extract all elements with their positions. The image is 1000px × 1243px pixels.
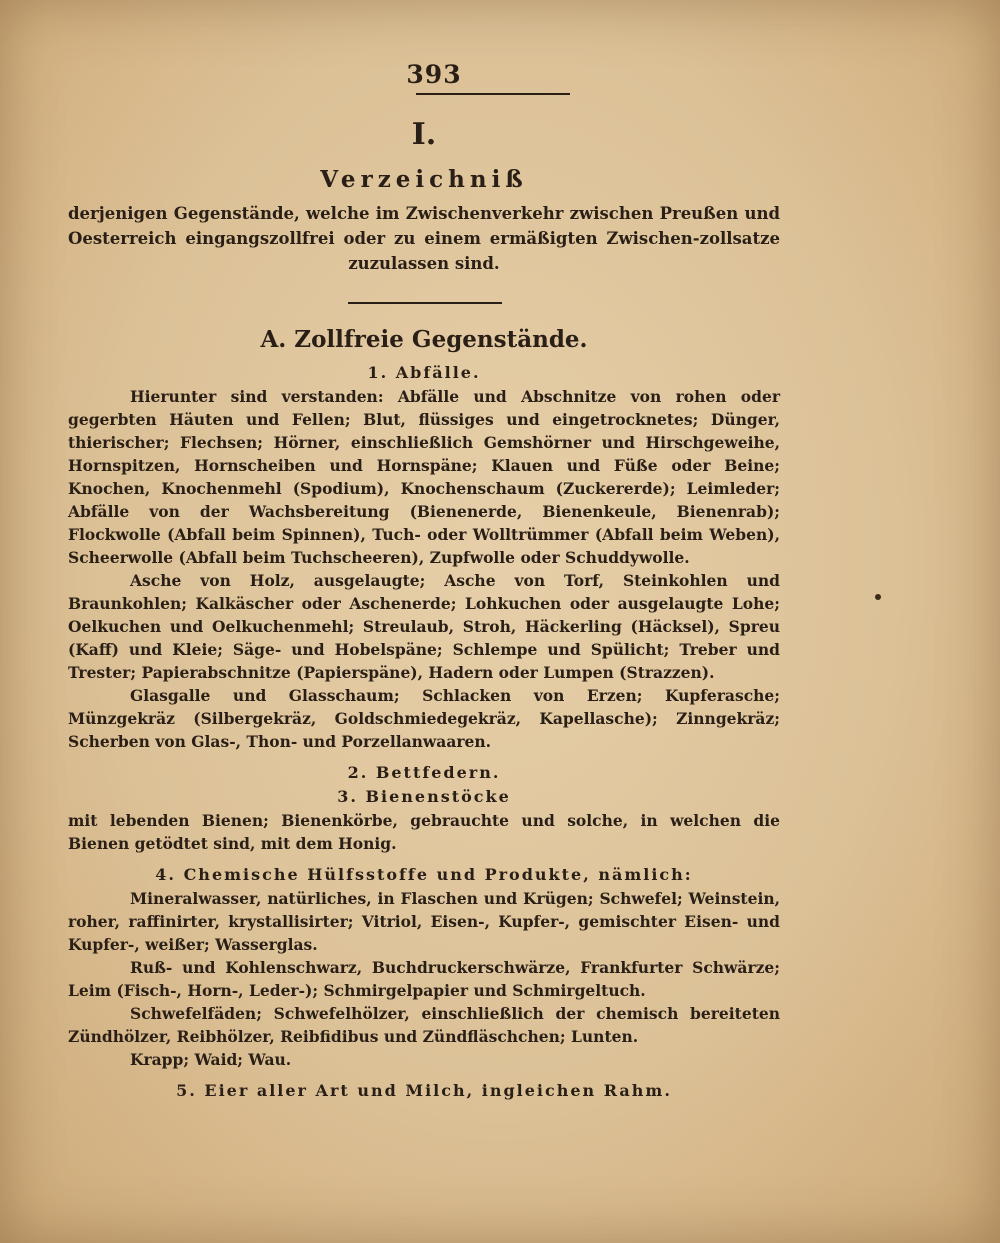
category-heading-2: 2. Bettfedern. [347,763,501,782]
document-subtitle: derjenigen Gegenstände, welche im Zwischenverkehr zwischen Preußen und Oesterreich eingangszollfrei oder zu einem ermäßigten Zwischen-zollsatze zuzulassen sind. [68,204,780,273]
page-number: 393 [406,60,462,89]
paragraph-russ: Ruß- und Kohlenschwarz, Buchdruckerschwärze, Frankfurter Schwärze; Leim (Fisch-, Horn-, Leder-); Schmirgelpapier und Schmirgeltuch. [68,958,780,1000]
paragraph-krapp: Krapp; Waid; Wau. [130,1050,292,1069]
text-column [68,60,780,1103]
header-rule [416,93,570,95]
category-heading-5: 5. Eier aller Art und Milch, ingleichen Rahm. [176,1081,672,1100]
section-heading: A. Zollfreie Gegenstände. [260,326,588,353]
section-roman-numeral: I. [411,117,437,152]
divider-rule [348,302,502,304]
paragraph-glasgalle: Glasgalle und Glasschaum; Schlacken von Erzen; Kupferasche; Münzgekräz (Silbergekräz, Goldschmiedegekräz, Kapellasche); Zinngekräz; Scherben von Glas-, Thon- und Porzellanwaaren. [68,686,780,751]
category-heading-1: 1. Abfälle. [367,363,481,382]
category-heading-3: 3. Bienenstöcke [337,787,511,806]
ink-spot [875,594,881,600]
paragraph-asche: Asche von Holz, ausgelaugte; Asche von Torf, Steinkohlen und Braunkohlen; Kalkäscher oder Aschenerde; Lohkuchen oder ausgelaugte Lohe; Oelkuchen und Oelkuchenmehl; Streulaub, Stroh, Häckerling (Häcksel), Spreu (Kaff) und Kleie; Säge- und Hobelspäne; Schlempe und Spülicht; Treber und Trester; Papierabschnitze (Papierspäne), Hadern oder Lumpen (Strazzen). [68,571,780,682]
paragraph-mineralwasser: Mineralwasser, natürliches, in Flaschen und Krügen; Schwefel; Weinstein, roher, raffinirter, krystallisirter; Vitriol, Eisen-, Kupfer-, gemischter Eisen- und Kupfer-, weißer; Wasserglas. [68,889,780,954]
paragraph-abfaelle: Hierunter sind verstanden: Abfälle und Abschnitze von rohen oder gegerbten Häuten und Fellen; Blut, flüssiges und eingetrocknetes; Dünger, thierischer; Flechsen; Hörner, einschließlich Gemshörner und Hirschgeweihe, Hornspitzen, Hornscheiben und Hornspäne; Klauen und Füße oder Beine; Knochen, Knochenmehl (Spodium), Knochenschaum (Zuckererde); Leimleder; Abfälle von der Wachsbereitung (Bienenerde, Bienenkeule, Bienenrab); Flockwolle (Abfall beim Spinnen), Tuch- oder Wolltrümmer (Abfall beim Weben), Scheerwolle (Abfall beim Tuchscheeren), Zupfwolle oder Schuddywolle. [68,387,780,567]
document-title: Verzeichniß [320,166,528,193]
category-heading-4: 4. Chemische Hülfsstoffe und Produkte, nämlich: [155,865,693,884]
paragraph-schwefel: Schwefelfäden; Schwefelhölzer, einschließlich der chemisch bereiteten Zündhölzer, Reibhölzer, Reibfidibus und Zündfläschchen; Lunten. [68,1004,780,1046]
paragraph-bienen: mit lebenden Bienen; Bienenkörbe, gebrauchte und solche, in welchen die Bienen getödtet sind, mit dem Honig. [68,811,780,853]
